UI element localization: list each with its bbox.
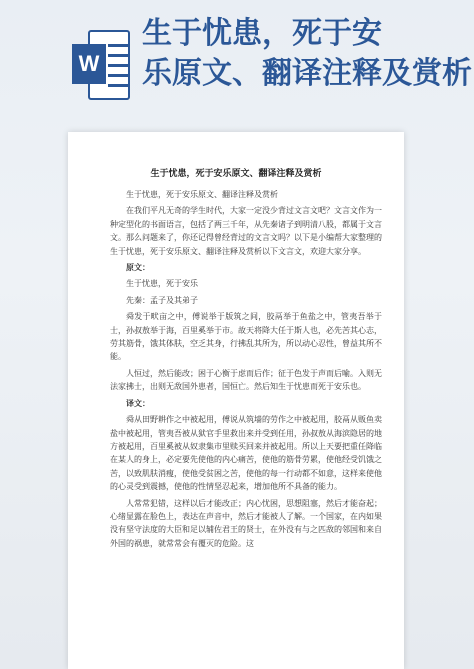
paragraph: 生于忧患，死于安乐原文、翻译注释及赏析 (126, 190, 278, 199)
document-title: 生于忧患，死于安乐原文、翻译注释及赏析 (150, 169, 322, 179)
banner-title-line-1: 生于忧患，死于安 (142, 16, 382, 51)
word-document-icon (72, 30, 130, 100)
paragraph: 舜发于畎亩之中，傅说举于版筑之间，胶鬲举于鱼盐之中，管夷吾举于士，孙叔敖举于海，百里奚举于市。故天将降大任于斯人也，必先苦其心志，劳其筋骨，饿其体肤，空乏其身，行拂乱其所为，所以动心忍性，曾益其所不能。 (110, 312, 382, 362)
poem-title: 生于忧患，死于安乐 (126, 279, 198, 289)
document-body (110, 188, 382, 553)
section-heading: 原文： (126, 263, 150, 273)
header-banner (0, 0, 474, 130)
document-page (68, 132, 404, 669)
paragraph: 人恒过，然后能改；困于心衡于虑而后作；征于色发于声而后喻。入则无法家拂士，出则无敌国外患者，国恒亡。然后知生于忧患而死于安乐也。 (110, 368, 382, 392)
paragraph: 人常常犯错，这样以后才能改正；内心忧困，思想阻塞，然后才能奋起；心绪显露在脸色上，表达在声音中，然后才能被人了解。一个国家，在内如果没有坚守法度的大臣和足以辅佐君王的贤士，在外没有与之匹敌的邻国和来自外国的祸患，就常常会有覆灭的危险。这 (110, 498, 382, 548)
banner-title-line-2: 乐原文、翻译注释及赏析 (142, 56, 472, 91)
word-badge: W (72, 44, 106, 84)
paragraph: 在我们平凡无奇的学生时代，大家一定没少背过文言文吧？文言文作为一种定型化的书面语言，包括了两三千年，从先秦诸子到明清八股，都属于文言文。那么问题来了，你还记得曾经背过的文言文吗？以下是小编帮大家整理的生于忧患，死于安乐原文、翻译注释及赏析以下文言文，欢迎大家分享。 (110, 206, 382, 256)
poem-author: 先秦：孟子及其弟子 (126, 295, 198, 305)
paragraph: 舜从田野耕作之中被起用，傅说从筑墙的劳作之中被起用，胶鬲从贩鱼卖盐中被起用，管夷吾被从狱官手里救出来并受到任用，孙叔敖从海滨隐居的地方被起用，百里奚被从奴隶集市里赎买回来并被起用。所以上天要把重任降临在某人的身上，必定要先使他的内心痛苦，使他的筋骨劳累，使他经受饥饿之苦，以致肌肤消瘦，使他受贫困之苦，使他的每一行动都不如意，这样来使他的心灵受到震撼，使他的性情坚忍起来，增加他所不具备的能力。 (110, 415, 382, 492)
section-heading: 译文： (126, 398, 150, 408)
banner-title (142, 14, 474, 94)
